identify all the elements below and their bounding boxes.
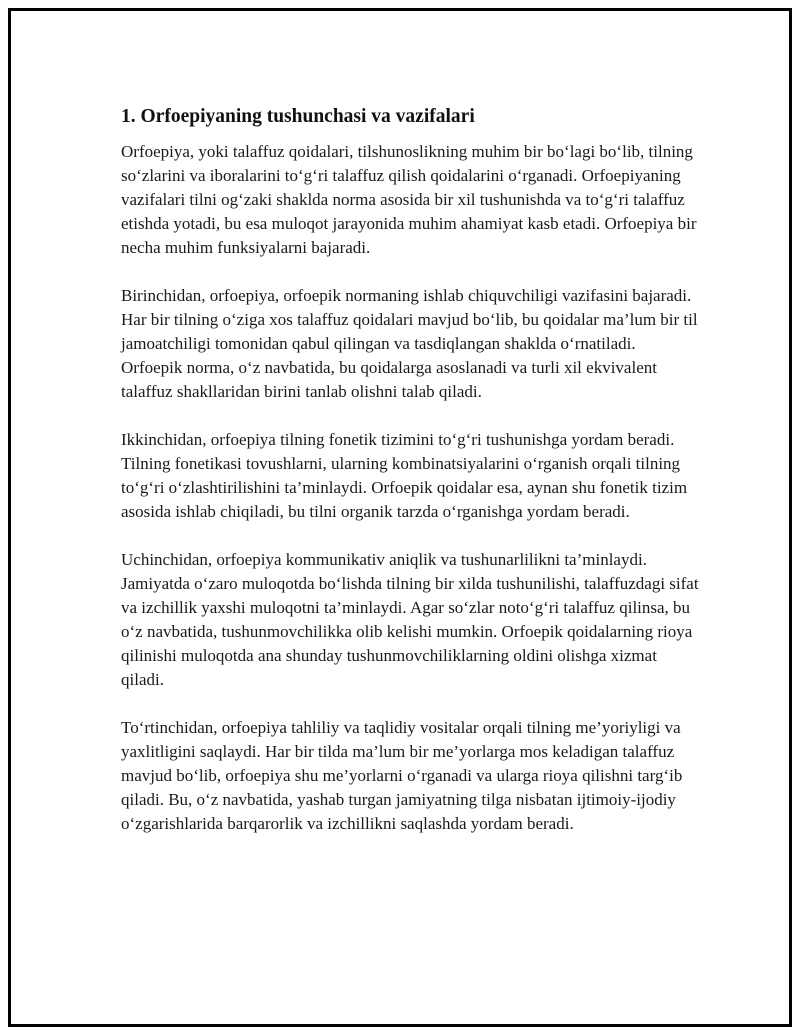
section-heading: 1. Orfoepiyaning tushunchasi va vazifalari (121, 106, 475, 127)
page-border (8, 8, 792, 1027)
paragraph-third: Uchinchidan, orfoepiya kommunikativ aniqlik va tushunarlilikni ta’minlaydi. Jamiyatda o‘zaro muloqotda bo‘lishda tilning bir xilda tushunilishi, talaffuzdagi sifat va izchillik yaxshi muloqotni ta’minlaydi. Agar so‘zlar noto‘g‘ri talaffuz qilinsa, bu o‘z navbatida, tushunmovchilikka olib kelishi mumkin. Orfoepik qoidalarning rioya qilinishi muloqotda ana shunday tushunmovchiliklarning oldini olishga xizmat qiladi. (121, 550, 699, 689)
paragraph-intro: Orfoepiya, yoki talaffuz qoidalari, tilshunoslikning muhim bir bo‘lagi bo‘lib, tilning so‘zlarini va iboralarini to‘g‘ri talaffuz qilish qoidalarini o‘rganadi. Orfoepiyaning vazifalari tilni og‘zaki shaklda norma asosida bir xil tushunishda va to‘g‘ri talaffuz etishda yotadi, bu esa muloqot jarayonida muhim ahamiyat kasb etadi. Orfoepiya bir necha muhim funksiyalarni bajaradi. (121, 142, 697, 257)
paragraph-second: Ikkinchidan, orfoepiya tilning fonetik tizimini to‘g‘ri tushunishga yordam beradi. Tilning fonetikasi tovushlarni, ularning kombinatsiyalarini o‘rganish orqali tilning to‘g‘ri o‘zlashtirilishini ta’minlaydi. Orfoepik qoidalar esa, aynan shu fonetik tizim asosida ishlab chiqiladi, bu tilni organik tarzda o‘rganishga yordam beradi. (121, 430, 688, 521)
paragraph-first: Birinchidan, orfoepiya, orfoepik normaning ishlab chiquvchiligi vazifasini bajaradi. Har bir tilning o‘ziga xos talaffuz qoidalari mavjud bo‘lib, bu qoidalar ma’lum bir til jamoatchiligi tomonidan qabul qilingan va tasdiqlangan shaklda o‘rnatiladi. Orfoepik norma, o‘z navbatida, bu qoidalarga asoslanadi va turli xil ekvivalent talaffuz shakllaridan birini tanlab olishni talab qiladi. (121, 286, 698, 401)
paragraph-fourth: To‘rtinchidan, orfoepiya tahliliy va taqlidiy vositalar orqali tilning me’yoriyligi va yaxlitligini saqlaydi. Har bir tilda ma’lum bir me’yorlarga mos keladigan talaffuz mavjud bo‘lib, orfoepiya shu me’yorlarni o‘rganadi va ularga rioya qilishni targ‘ib qiladi. Bu, o‘z navbatida, yashab turgan jamiyatning tilga nisbatan ijtimoiy-ijodiy o‘zgarishlarida barqarorlik va izchillikni saqlashda yordam beradi. (121, 718, 683, 833)
document-body (121, 101, 701, 860)
